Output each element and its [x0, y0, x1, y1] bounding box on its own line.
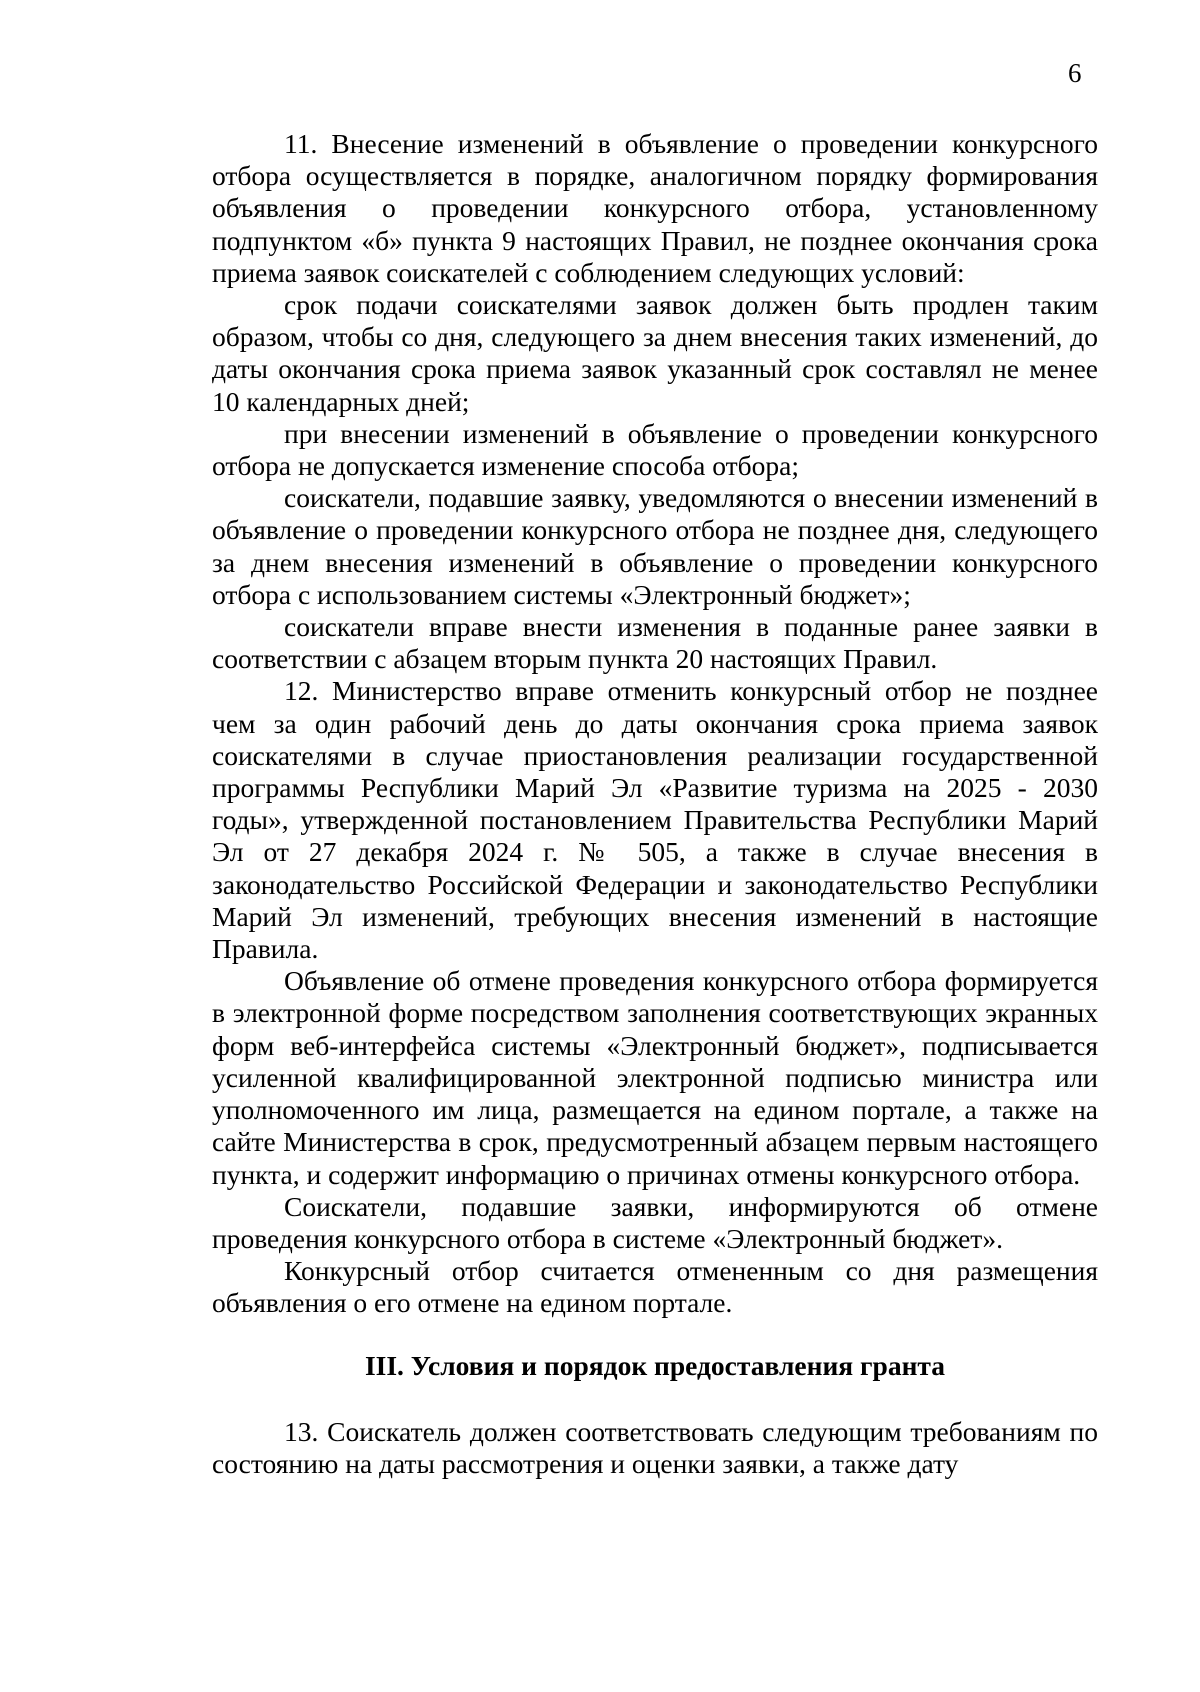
paragraph-12-inform: Соискатели, подавшие заявки, информируются об отмене проведения конкурсного отбора в системе «Электронный бюджет».	[212, 1190, 1098, 1254]
section-title: III. Условия и порядок предоставления гранта	[364, 1349, 946, 1381]
paragraph-12: 12. Министерство вправе отменить конкурсный отбор не позднее чем за один рабочий день до даты окончания срока приема заявок соискателями в случае приостановления реализации государственной программы Республики Марий Эл «Развитие туризма на 2025 - 2030 годы», утвержденной постановлением Правительства Республики Марий Эл от 27 декабря 2024 г. № 505, а также в случае внесения в законодательство Российской Федерации и законодательство Республики Марий Эл изменений, требующих внесения изменений в настоящие Правила.	[212, 675, 1098, 965]
document-body	[212, 128, 1098, 1480]
paragraph-12-cancelled: Конкурсный отбор считается отмененным со дня размещения объявления о его отмене на едином портале.	[212, 1255, 1098, 1319]
paragraph-13: 13. Соискатель должен соответствовать следующим требованиям по состоянию на даты рассмотрения и оценки заявки, а также дату	[212, 1415, 1098, 1479]
paragraph-11-condition-notify: соискатели, подавшие заявку, уведомляются о внесении изменений в объявление о проведении конкурсного отбора не позднее дня, следующего за днем внесения изменений в объявление о проведении конкурсного отбора с использованием системы «Электронный бюджет»;	[212, 482, 1098, 610]
paragraph-11-condition-deadline: срок подачи соискателями заявок должен быть продлен таким образом, чтобы со дня, следующего за днем внесения таких изменений, до даты окончания срока приема заявок указанный срок составлял не менее 10 календарных дней;	[212, 289, 1098, 417]
paragraph-12-announcement: Объявление об отмене проведения конкурсного отбора формируется в электронной форме посредством заполнения соответствующих экранных форм веб-интерфейса системы «Электронный бюджет», подписывается усиленной квалифицированной электронной подписью министра или уполномоченного им лица, размещается на едином портале, а также на сайте Министерства в срок, предусмотренный абзацем первым настоящего пункта, и содержит информацию о причинах отмены конкурсного отбора.	[212, 965, 1098, 1190]
paragraph-11: 11. Внесение изменений в объявление о проведении конкурсного отбора осуществляется в порядке, аналогичном порядку формирования объявления о проведении конкурсного отбора, установленному подпунктом «б» пункта 9 настоящих Правил, не позднее окончания срока приема заявок соискателей с соблюдением следующих условий:	[212, 128, 1098, 288]
paragraph-11-condition-amend: соискатели вправе внести изменения в поданные ранее заявки в соответствии с абзацем вторым пункта 20 настоящих Правил.	[212, 611, 1098, 675]
paragraph-11-condition-method: при внесении изменений в объявление о проведении конкурсного отбора не допускается изменение способа отбора;	[212, 417, 1098, 482]
page-number: 6	[1068, 58, 1082, 88]
